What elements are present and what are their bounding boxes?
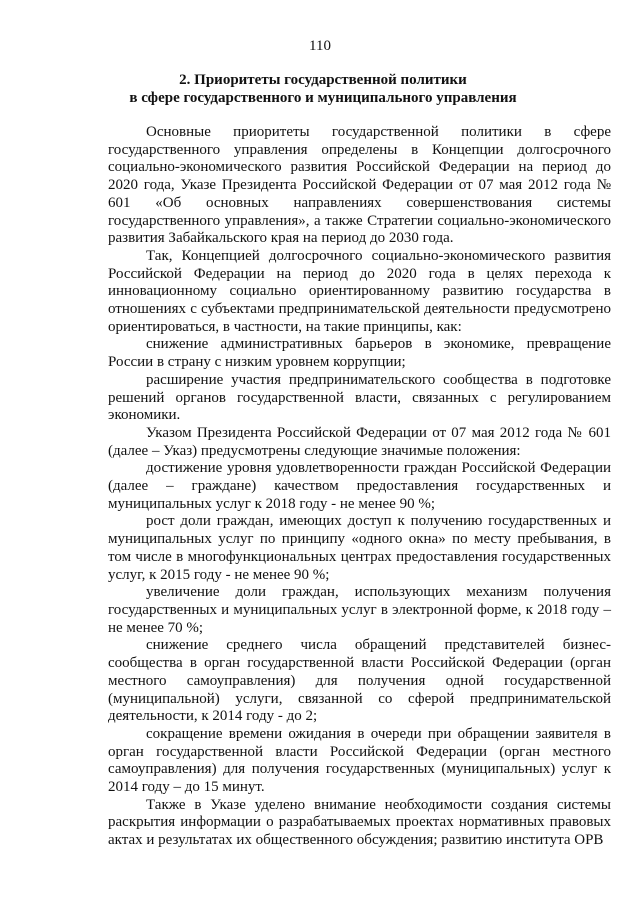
- paragraph: рост доли граждан, имеющих доступ к получению государственных и муниципальных услуг по принципу «одного окна» по месту пребывания, в том числе в многофункциональных центрах предоставления государственных услуг, к 2015 году - не менее 90 %;: [108, 513, 611, 583]
- section-heading-line-1: 2. Приоритеты государственной политики: [179, 72, 467, 88]
- paragraph: снижение административных барьеров в экономике, превращение России в страну с низким уровнем коррупции;: [108, 336, 611, 371]
- paragraph: Основные приоритеты государственной политики в сфере государственного управления определены в Концепции долгосрочного социально-экономического развития Российской Федерации на период до 2020 года, Указе Президента Российской Федерации от 07 мая 2012 года № 601 «Об основных направлениях совершенствования системы государственного управления», а также Стратегии социально-экономического развития Забайкальского края на период до 2030 года.: [108, 124, 611, 247]
- paragraph: Указом Президента Российской Федерации от 07 мая 2012 года № 601 (далее – Указ) предусмотрены следующие значимые положения:: [108, 424, 611, 459]
- paragraph: расширение участия предпринимательского сообщества в подготовке решений органов государственной власти, связанных с регулированием экономики.: [108, 371, 611, 424]
- paragraph: увеличение доли граждан, использующих механизм получения государственных и муниципальных услуг в электронной форме, к 2018 году – не менее 70 %;: [108, 584, 611, 636]
- paragraph: достижение уровня удовлетворенности граждан Российской Федерации (далее – граждане) качеством предоставления государственных и муниципальных услуг к 2018 году - не менее 90 %;: [108, 460, 611, 512]
- paragraph: сокращение времени ожидания в очереди при обращении заявителя в орган государственной власти Российской Федерации (орган местного самоуправления) для получения государственных (муниципальных) услуг к 2014 году – до 15 минут.: [108, 725, 611, 796]
- paragraph: Также в Указе уделено внимание необходимости создания системы раскрытия информации о разрабатываемых проектах нормативных правовых актах и результатах их общественного обсуждения; развитию института ОРВ: [108, 796, 611, 849]
- section-heading: [108, 71, 538, 107]
- page-number: 110: [309, 38, 331, 54]
- section-heading-line-2: в сфере государственного и муниципального управления: [129, 90, 517, 106]
- paragraph: снижение среднего числа обращений представителей бизнес-сообщества в орган государственной власти Российской Федерации (орган местного самоуправления) для получения одной государственной (муниципальной) услуги, связанной со сферой предпринимательской деятельности, к 2014 году - до 2;: [108, 637, 611, 725]
- body-text: [108, 124, 611, 850]
- paragraph: Так, Концепцией долгосрочного социально-экономического развития Российской Федерации на период до 2020 года в целях перехода к инновационному социально ориентированному развитию государства в отношениях с субъектами предпринимательской деятельности предусмотрено ориентироваться, в частности, на такие принципы, как:: [108, 247, 611, 335]
